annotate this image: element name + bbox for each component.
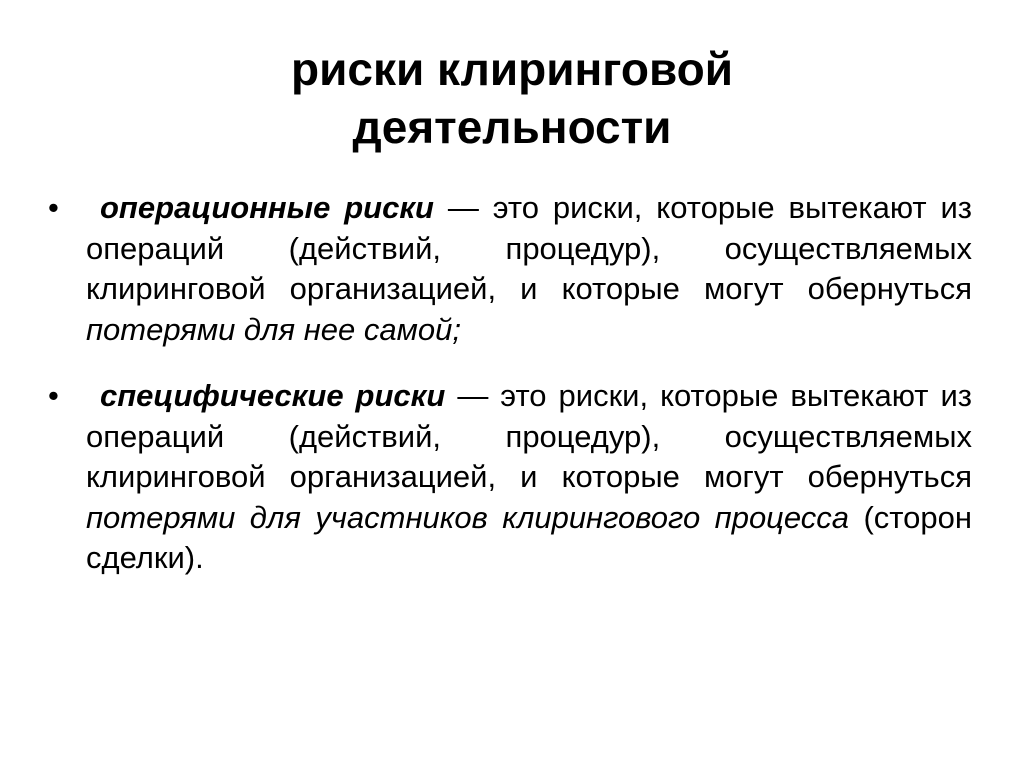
bullet-operational-risks (48, 188, 972, 350)
bullet-dot-icon: • (48, 190, 59, 225)
title-line-2: деятельности (352, 101, 672, 153)
bullet-emphasis: потерями для участников клирингового процесса (86, 499, 850, 535)
bullet-text: — это риски, которые вытекают из операций (действий, процедур), осуществляемых клиринговой организацией, и которые могут обернуться (86, 190, 972, 306)
bullet-text: — это риски, которые вытекают из операций (действий, процедур), осуществляемых клиринговой организацией, и которые могут обернуться (86, 378, 972, 494)
bullet-term: операционные риски (100, 190, 434, 225)
bullet-list (48, 188, 972, 579)
bullet-specific-risks (48, 376, 972, 579)
bullet-dot-icon: • (48, 378, 59, 413)
slide-title (0, 40, 1024, 156)
bullet-text-after: (сторон сделки). (86, 499, 972, 575)
bullet-term: специфические риски (100, 378, 446, 413)
title-line-1: риски клиринговой (291, 43, 733, 95)
bullet-emphasis: потерями для нее самой; (86, 311, 461, 347)
